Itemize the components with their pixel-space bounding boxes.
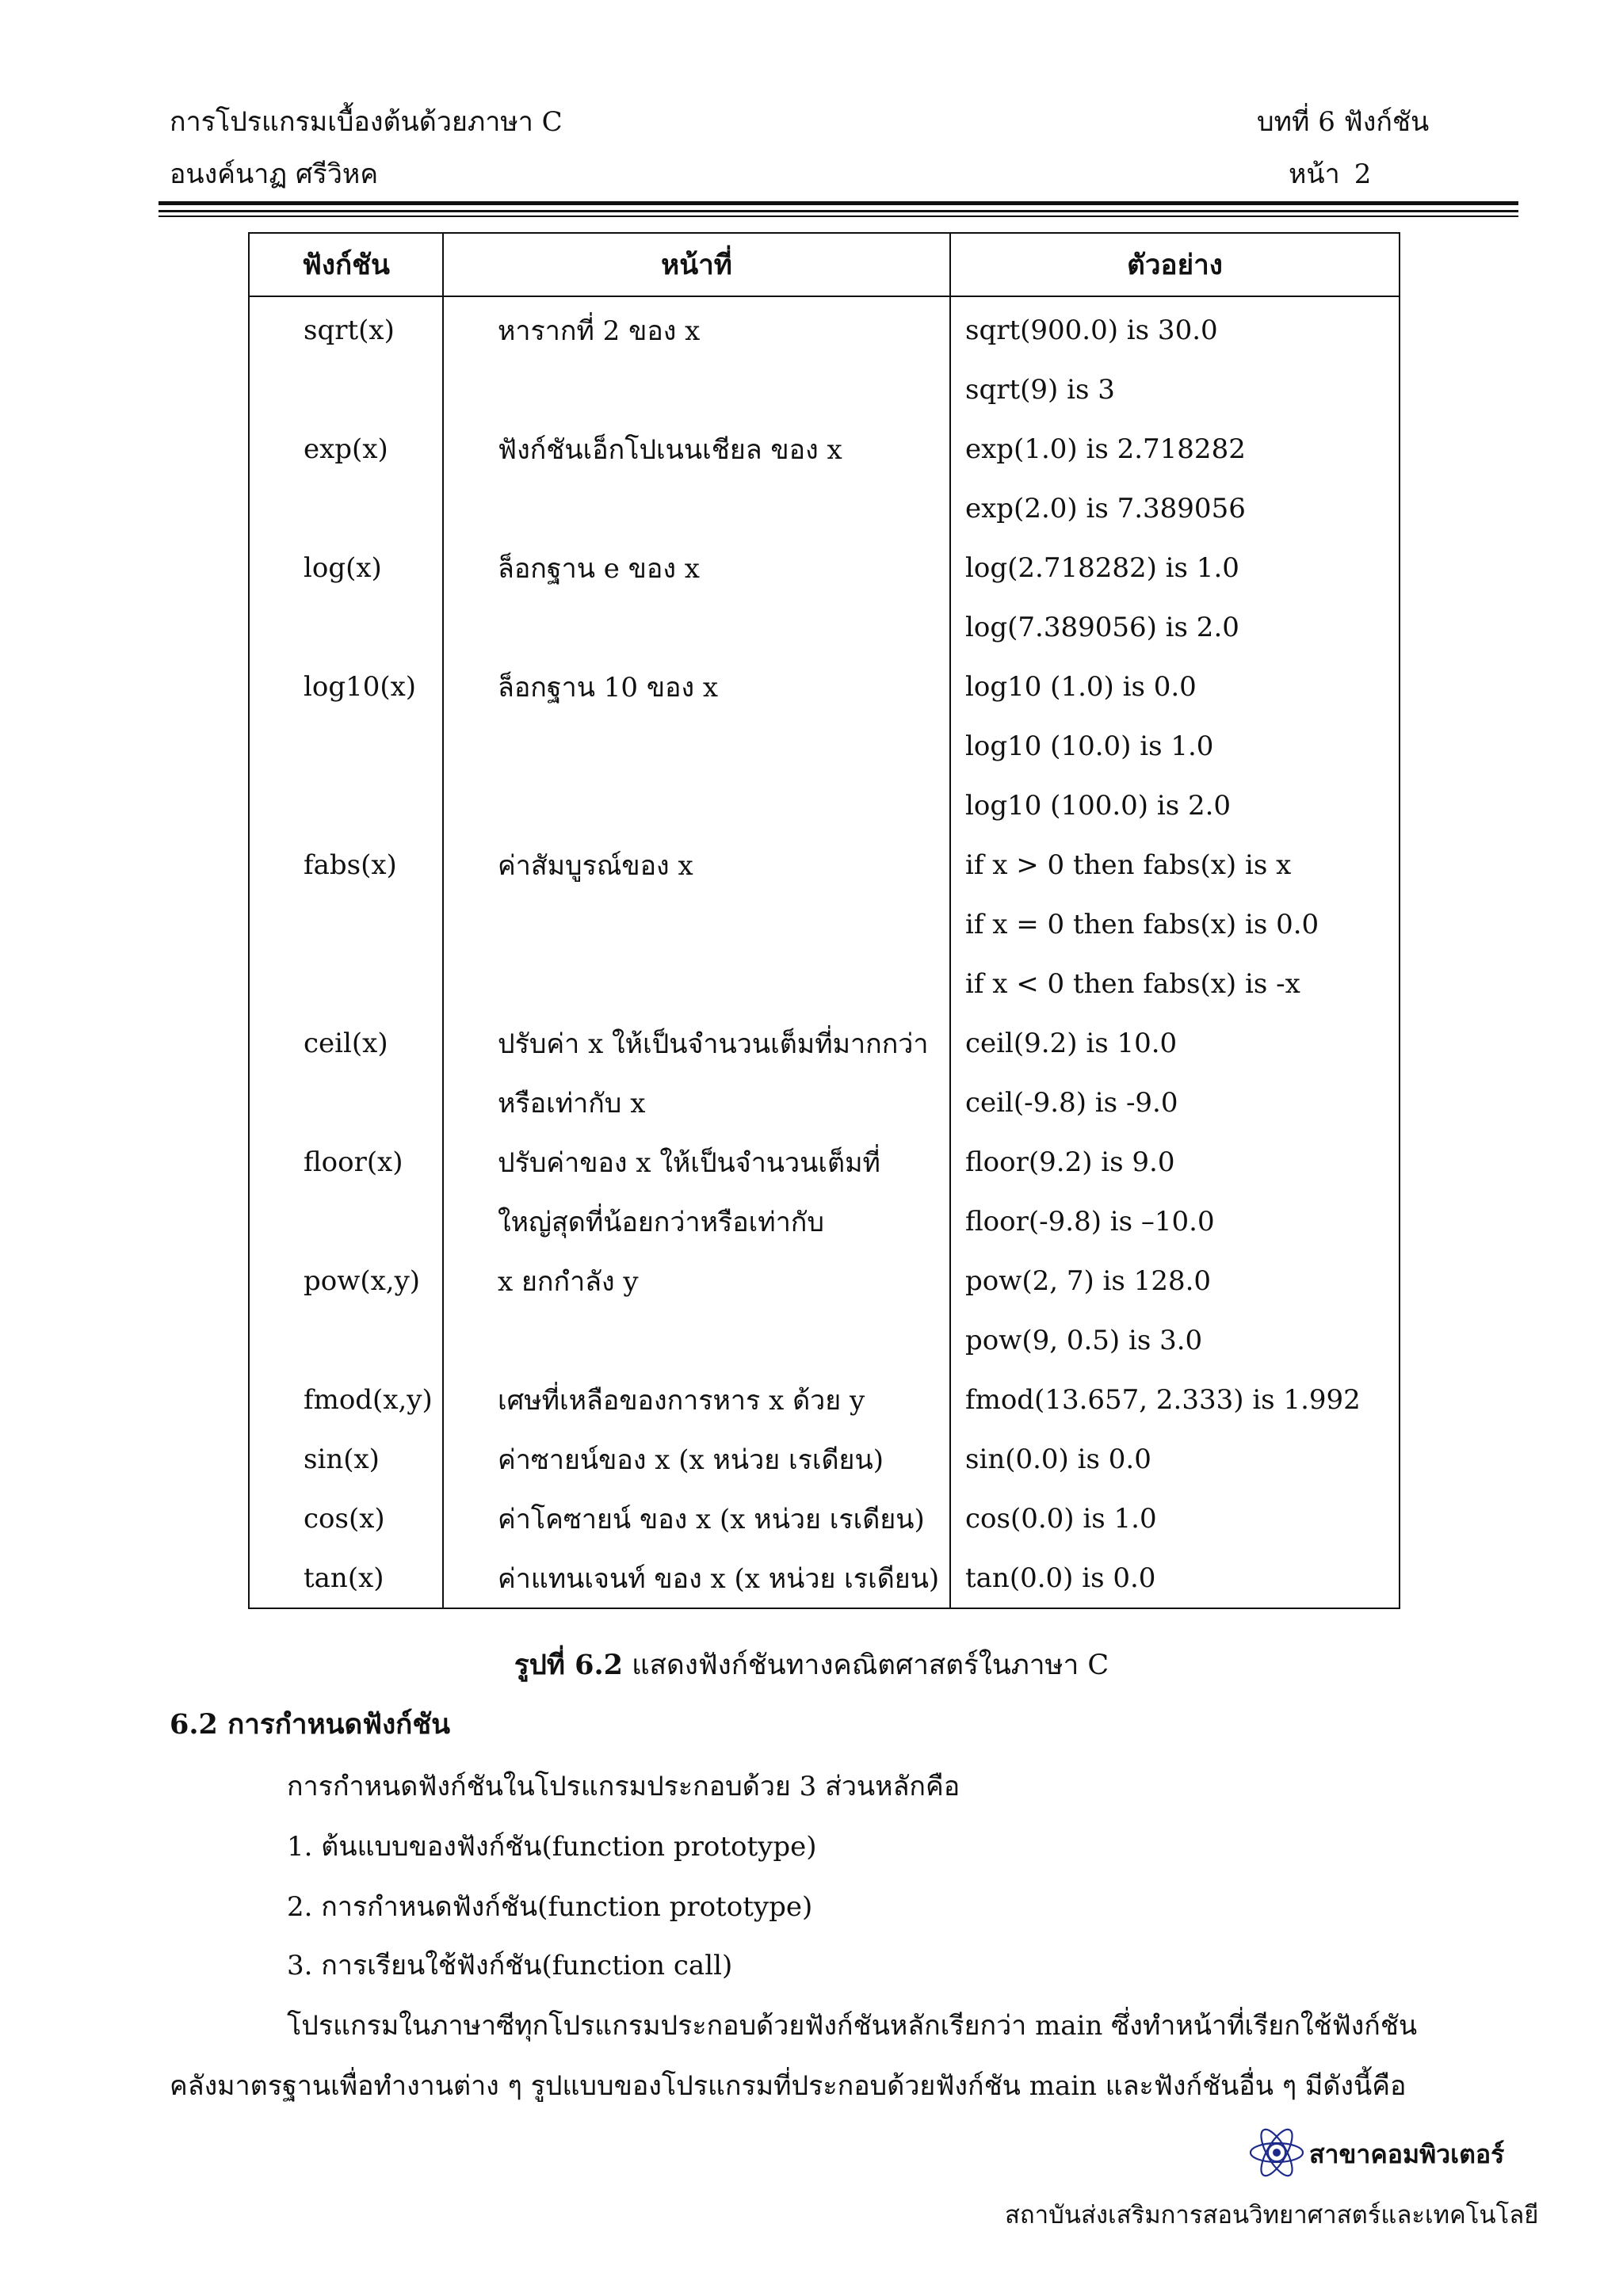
example-cell: tan(0.0) is 0.0 [950,1548,1400,1608]
example-cell: fmod(13.657, 2.333) is 1.992 [950,1370,1400,1429]
example-cell: ceil(-9.8) is -9.0 [950,1073,1400,1132]
purpose-cell [443,776,950,835]
purpose-cell [443,1310,950,1370]
header-page-number: 2 [1354,158,1372,190]
table-body [249,296,1400,1608]
purpose-cell: เศษที่เหลือของการหาร x ด้วย y [443,1370,950,1429]
purpose-cell: ปรับค่า x ให้เป็นจำนวนเต็มที่มากกว่า [443,1013,950,1073]
figure-caption [0,1648,1623,1683]
example-cell: pow(2, 7) is 128.0 [950,1251,1400,1310]
example-cell: exp(1.0) is 2.718282 [950,419,1400,479]
table-row [249,1489,1400,1548]
table-row [249,360,1400,419]
header-rule-medium [158,210,1518,212]
example-cell: sin(0.0) is 0.0 [950,1429,1400,1489]
function-cell: fabs(x) [249,835,443,894]
function-cell [249,360,443,419]
function-cell [249,1310,443,1370]
table-row [249,1192,1400,1251]
purpose-cell: x ยกกำลัง y [443,1251,950,1310]
list-item: 2. การกำหนดฟังก์ชัน(function prototype) [287,1891,813,1923]
example-cell: ceil(9.2) is 10.0 [950,1013,1400,1073]
function-cell: pow(x,y) [249,1251,443,1310]
function-cell: sqrt(x) [249,296,443,360]
function-cell: ceil(x) [249,1013,443,1073]
header-chapter: บทที่ 6 ฟังก์ชัน [1257,106,1430,138]
purpose-cell: ค่าโคซายน์ ของ x (x หน่วย เรเดียน) [443,1489,950,1548]
table-row [249,1251,1400,1310]
section-intro: การกำหนดฟังก์ชันในโปรแกรมประกอบด้วย 3 ส่วนหลักคือ [287,1771,960,1802]
paragraph-line-2: คลังมาตรฐานเพื่อทำงานต่าง ๆ รูปแบบของโปรแกรมที่ประกอบด้วยฟังก์ชัน main และฟังก์ชันอื่น ๆ มีดังนี้คือ [170,2070,1407,2102]
purpose-cell: ล็อกฐาน e ของ x [443,538,950,597]
example-cell: if x > 0 then fabs(x) is x [950,835,1400,894]
function-cell [249,894,443,954]
example-cell: log10 (100.0) is 2.0 [950,776,1400,835]
header-page [1289,157,1371,192]
example-cell: sqrt(9) is 3 [950,360,1400,419]
function-cell: floor(x) [249,1132,443,1192]
purpose-cell: ค่าซายน์ของ x (x หน่วย เรเดียน) [443,1429,950,1489]
table-row [249,716,1400,776]
list-item: 1. ต้นแบบของฟังก์ชัน(function prototype) [287,1831,817,1863]
header-page-label: หน้า [1289,158,1340,190]
figure-caption-label: รูปที่ 6.2 [514,1649,623,1681]
footer-department: สาขาคอมพิวเตอร์ [1309,2139,1505,2169]
table-row [249,1013,1400,1073]
function-cell [249,716,443,776]
function-cell: fmod(x,y) [249,1370,443,1429]
table-row [249,1073,1400,1132]
function-cell: sin(x) [249,1429,443,1489]
figure-caption-text: แสดงฟังก์ชันทางคณิตศาสตร์ในภาษา C [623,1650,1109,1681]
list-item: 3. การเรียนใช้ฟังก์ชัน(function call) [287,1950,733,1981]
function-cell [249,954,443,1013]
purpose-cell: ล็อกฐาน 10 ของ x [443,657,950,716]
example-cell: if x = 0 then fabs(x) is 0.0 [950,894,1400,954]
example-cell: log10 (1.0) is 0.0 [950,657,1400,716]
table-row [249,1132,1400,1192]
function-cell [249,1073,443,1132]
table-header-example: ตัวอย่าง [950,233,1400,296]
example-cell: cos(0.0) is 1.0 [950,1489,1400,1548]
atom-logo-icon [1247,2123,1306,2182]
example-cell: log10 (10.0) is 1.0 [950,716,1400,776]
purpose-cell [443,360,950,419]
function-cell [249,597,443,657]
table-row [249,479,1400,538]
header-course-title: การโปรแกรมเบื้องต้นด้วยภาษา C [170,106,563,138]
example-cell: exp(2.0) is 7.389056 [950,479,1400,538]
example-cell: if x < 0 then fabs(x) is -x [950,954,1400,1013]
function-cell: log(x) [249,538,443,597]
purpose-cell: หรือเท่ากับ x [443,1073,950,1132]
paragraph-line-1: โปรแกรมในภาษาซีทุกโปรแกรมประกอบด้วยฟังก์ชันหลักเรียกว่า main ซึ่งทำหน้าที่เรียกใช้ฟังก์ชัน [287,2010,1418,2042]
table-row [249,954,1400,1013]
function-cell: log10(x) [249,657,443,716]
table-row [249,657,1400,716]
header-rule-thin [158,215,1518,217]
purpose-cell [443,716,950,776]
table-row [249,419,1400,479]
footer-institute: สถาบันส่งเสริมการสอนวิทยาศาสตร์และเทคโนโลยี [1005,2201,1539,2229]
purpose-cell [443,954,950,1013]
function-cell: exp(x) [249,419,443,479]
function-cell [249,1192,443,1251]
function-cell: tan(x) [249,1548,443,1608]
function-cell: cos(x) [249,1489,443,1548]
header-rule-thick [158,201,1518,205]
purpose-cell [443,894,950,954]
table-row [249,538,1400,597]
purpose-cell: ค่าแทนเจนท์ ของ x (x หน่วย เรเดียน) [443,1548,950,1608]
table-header-function: ฟังก์ชัน [249,233,443,296]
purpose-cell: ฟังก์ชันเอ็กโปเนนเชียล ของ x [443,419,950,479]
table-row [249,894,1400,954]
math-functions-table [248,232,1400,1609]
example-cell: sqrt(900.0) is 30.0 [950,296,1400,360]
function-cell [249,479,443,538]
purpose-cell: ใหญ่สุดที่น้อยกว่าหรือเท่ากับ [443,1192,950,1251]
example-cell: log(2.718282) is 1.0 [950,538,1400,597]
example-cell: pow(9, 0.5) is 3.0 [950,1310,1400,1370]
table-row [249,1310,1400,1370]
example-cell: floor(-9.8) is –10.0 [950,1192,1400,1251]
header-author: อนงค์นาฏ ศรีวิหค [170,158,379,190]
table-row [249,1429,1400,1489]
example-cell: floor(9.2) is 9.0 [950,1132,1400,1192]
table-row [249,1370,1400,1429]
example-cell: log(7.389056) is 2.0 [950,597,1400,657]
section-heading: 6.2 การกำหนดฟังก์ชัน [170,1708,451,1741]
table-row [249,1548,1400,1608]
purpose-cell: ปรับค่าของ x ให้เป็นจำนวนเต็มที่ [443,1132,950,1192]
table-row [249,597,1400,657]
function-cell [249,776,443,835]
purpose-cell [443,479,950,538]
table-row [249,296,1400,360]
table-row [249,835,1400,894]
purpose-cell: ค่าสัมบูรณ์ของ x [443,835,950,894]
table-row [249,776,1400,835]
table-header-purpose: หน้าที่ [443,233,950,296]
purpose-cell: หารากที่ 2 ของ x [443,296,950,360]
table-header-row [249,233,1400,296]
purpose-cell [443,597,950,657]
